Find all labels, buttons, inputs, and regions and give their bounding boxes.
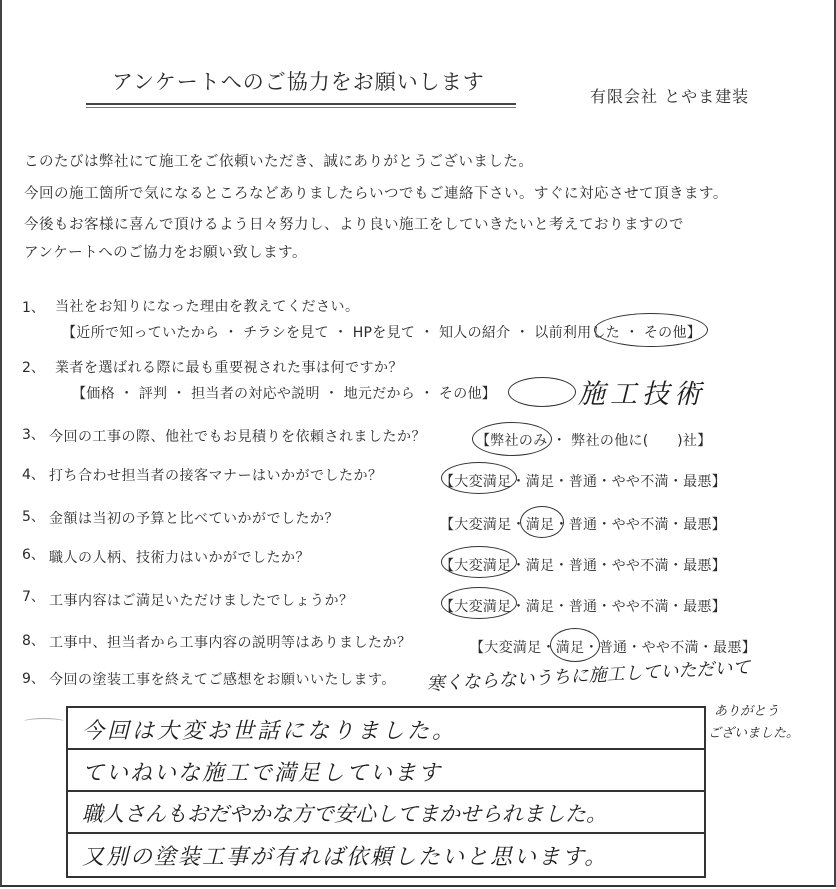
q8-selection-circle (550, 628, 600, 662)
q2-selection-circle (508, 377, 576, 407)
intro-line-4: アンケートへのご協力をお願い致します。 (24, 245, 307, 261)
q2-text: 業者を選ばれる際に最も重要視された事は何ですか？ (55, 360, 403, 376)
q5-options: 【大変満足・満足・普通・やや不満・最悪】 (440, 517, 726, 533)
q2-handwritten-answer: 施工技術 (578, 379, 706, 410)
q9-handwritten-note: 寒くならないうちに施工していただいて (426, 657, 751, 695)
comment-box-rule (68, 748, 704, 750)
q1-selection-circle (594, 313, 708, 347)
q3-options: 【弊社のみ ・ 弊社の他に( )社】 (476, 433, 712, 449)
intro-line-3: 今後もお客様に喜んで頂けるよう日々努力し、より良い施工をしていきたいと考えておりますので (24, 217, 684, 233)
q3-number: 3、 (22, 427, 45, 443)
q9-text: 今回の塗装工事を終えてご感想をお願いいたします。 (49, 672, 396, 688)
q4-selection-circle (441, 462, 517, 494)
comment-line-1: 今回は大変お世話になりました。 (82, 719, 458, 744)
q6-text: 職人の人柄、技術力はいかがでしたか？ (49, 550, 310, 566)
comment-box-rule (68, 790, 704, 792)
survey-title: アンケートへのご協力をお願いします (112, 70, 485, 94)
margin-mark (24, 718, 64, 725)
q9-number: 9、 (22, 671, 45, 687)
q7-number: 7、 (22, 589, 45, 605)
title-underline (86, 103, 516, 108)
comment-line-3: 職人さんもおだやかな方で安心してまかせられました。 (82, 802, 607, 826)
comment-box-rule (68, 832, 704, 834)
q5-selection-circle (520, 506, 564, 538)
q6-options: 【大変満足・満足・普通・やや不満・最悪】 (440, 558, 726, 574)
q7-options: 【大変満足・満足・普通・やや不満・最悪】 (440, 599, 726, 615)
q8-options: 【大変満足・満足・普通・やや不満・最悪】 (470, 640, 756, 656)
q5-number: 5、 (22, 509, 45, 525)
q4-options: 【大変満足・満足・普通・やや不満・最悪】 (440, 474, 726, 490)
q5-text: 金額は当初の予算と比べていかがでしたか？ (49, 511, 339, 527)
q6-number: 6、 (22, 547, 45, 563)
comment-line-4: 又別の塗装工事が有れば依頼したいと思います。 (82, 845, 609, 870)
q4-number: 4、 (22, 467, 45, 483)
q8-number: 8、 (22, 633, 45, 649)
company-name: 有限会社 とやま建装 (590, 87, 750, 106)
q2-options: 【価格 ・ 評判 ・ 担当者の対応や説明 ・ 地元だから ・ その他】 (72, 386, 497, 402)
q1-number: 1、 (22, 300, 45, 316)
q3-selection-circle (472, 422, 552, 456)
q1-options: 【近所で知っていたから ・ チラシを見て ・ HPを見て ・ 知人の紹介 ・ 以前利用した ・ その他】 (62, 325, 702, 341)
q2-number: 2、 (22, 360, 45, 376)
q7-text: 工事内容はご満足いただけましたでしょうか？ (49, 593, 354, 609)
q9-handwritten-side-1: ありがとう (714, 704, 780, 719)
q3-text: 今回の工事の際、他社でもお見積りを依頼されましたか？ (49, 429, 426, 445)
intro-line-1: このたびは弊社にて施工をご依頼いただき、誠にありがとうございました。 (24, 154, 534, 170)
intro-line-2: 今回の施工箇所で気になるところなどありましたらいつでもご連絡下さい。すぐに対応させて頂きます。 (24, 186, 728, 202)
q8-text: 工事中、担当者から工事内容の説明等はありましたか？ (49, 635, 412, 651)
comment-line-2: ていねいな施工で満足しています (82, 761, 443, 786)
q4-text: 打ち合わせ担当者の接客マナーはいかがでしたか？ (49, 468, 383, 484)
q1-text: 当社をお知りになった理由を教えてください。 (55, 299, 360, 315)
q6-selection-circle (441, 546, 517, 578)
comment-box (66, 706, 706, 878)
q9-handwritten-side-2: ございました。 (708, 726, 800, 741)
q7-selection-circle (441, 587, 517, 619)
